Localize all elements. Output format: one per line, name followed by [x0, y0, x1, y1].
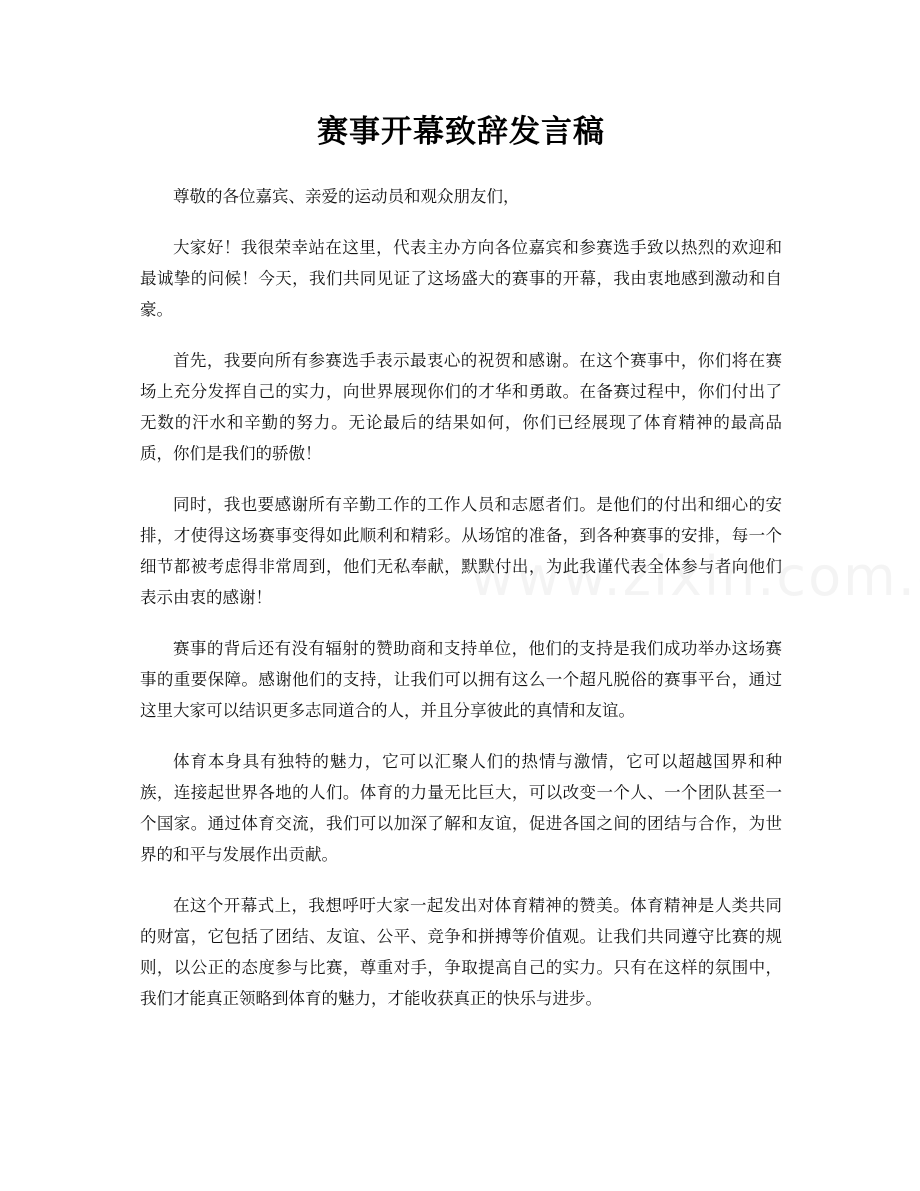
paragraph-staff: 同时，我也要感谢所有辛勤工作的工作人员和志愿者们。是他们的付出和细心的安排，才使得这场赛事变得如此顺利和精彩。从场馆的准备，到各种赛事的安排，每一个细节都被考虑得非常周到，他们无私奉献，默默付出，为此我谨代表全体参与者向他们表示由衷的感谢！ — [140, 495, 782, 607]
paragraph-sports-spirit: 在这个开幕式上，我想呼吁大家一起发出对体育精神的赞美。体育精神是人类共同的财富，它包括了团结、友谊、公平、竞争和拼搏等价值观。让我们共同遵守比赛的规则，以公正的态度参与比赛，尊重对手，争取提高自己的实力。只有在这样的氛围中，我们才能真正领略到体育的魅力，才能收获真正的快乐与进步。 — [140, 896, 782, 1008]
paragraph-sponsors: 赛事的背后还有没有辐射的赞助商和支持单位，他们的支持是我们成功举办这场赛事的重要保障。感谢他们的支持，让我们可以拥有这么一个超凡脱俗的赛事平台，通过这里大家可以结识更多志同道合的人，并且分享彼此的真情和友谊。 — [140, 639, 782, 720]
paragraph-salutation: 尊敬的各位嘉宾、亲爱的运动员和观众朋友们， — [173, 187, 520, 206]
document-title: 赛事开幕致辞发言稿 — [317, 114, 605, 150]
paragraph-athletes: 首先，我要向所有参赛选手表示最衷心的祝贺和感谢。在这个赛事中，你们将在赛场上充分发挥自己的实力，向世界展现你们的才华和勇敢。在备赛过程中，你们付出了无数的汗水和辛勤的努力。无论最后的结果如何，你们已经展现了体育精神的最高品质，你们是我们的骄傲！ — [140, 351, 782, 463]
paragraph-sports-power: 体育本身具有独特的魅力，它可以汇聚人们的热情与激情，它可以超越国界和种族，连接起世界各地的人们。体育的力量无比巨大，可以改变一个人、一个团队甚至一个国家。通过体育交流，我们可以加深了解和友谊，促进各国之间的团结与合作，为世界的和平与发展作出贡献。 — [140, 752, 782, 864]
paragraph-greeting: 大家好！我很荣幸站在这里，代表主办方向各位嘉宾和参赛选手致以热烈的欢迎和最诚挚的问候！今天，我们共同见证了这场盛大的赛事的开幕，我由衷地感到激动和自豪。 — [140, 238, 782, 319]
